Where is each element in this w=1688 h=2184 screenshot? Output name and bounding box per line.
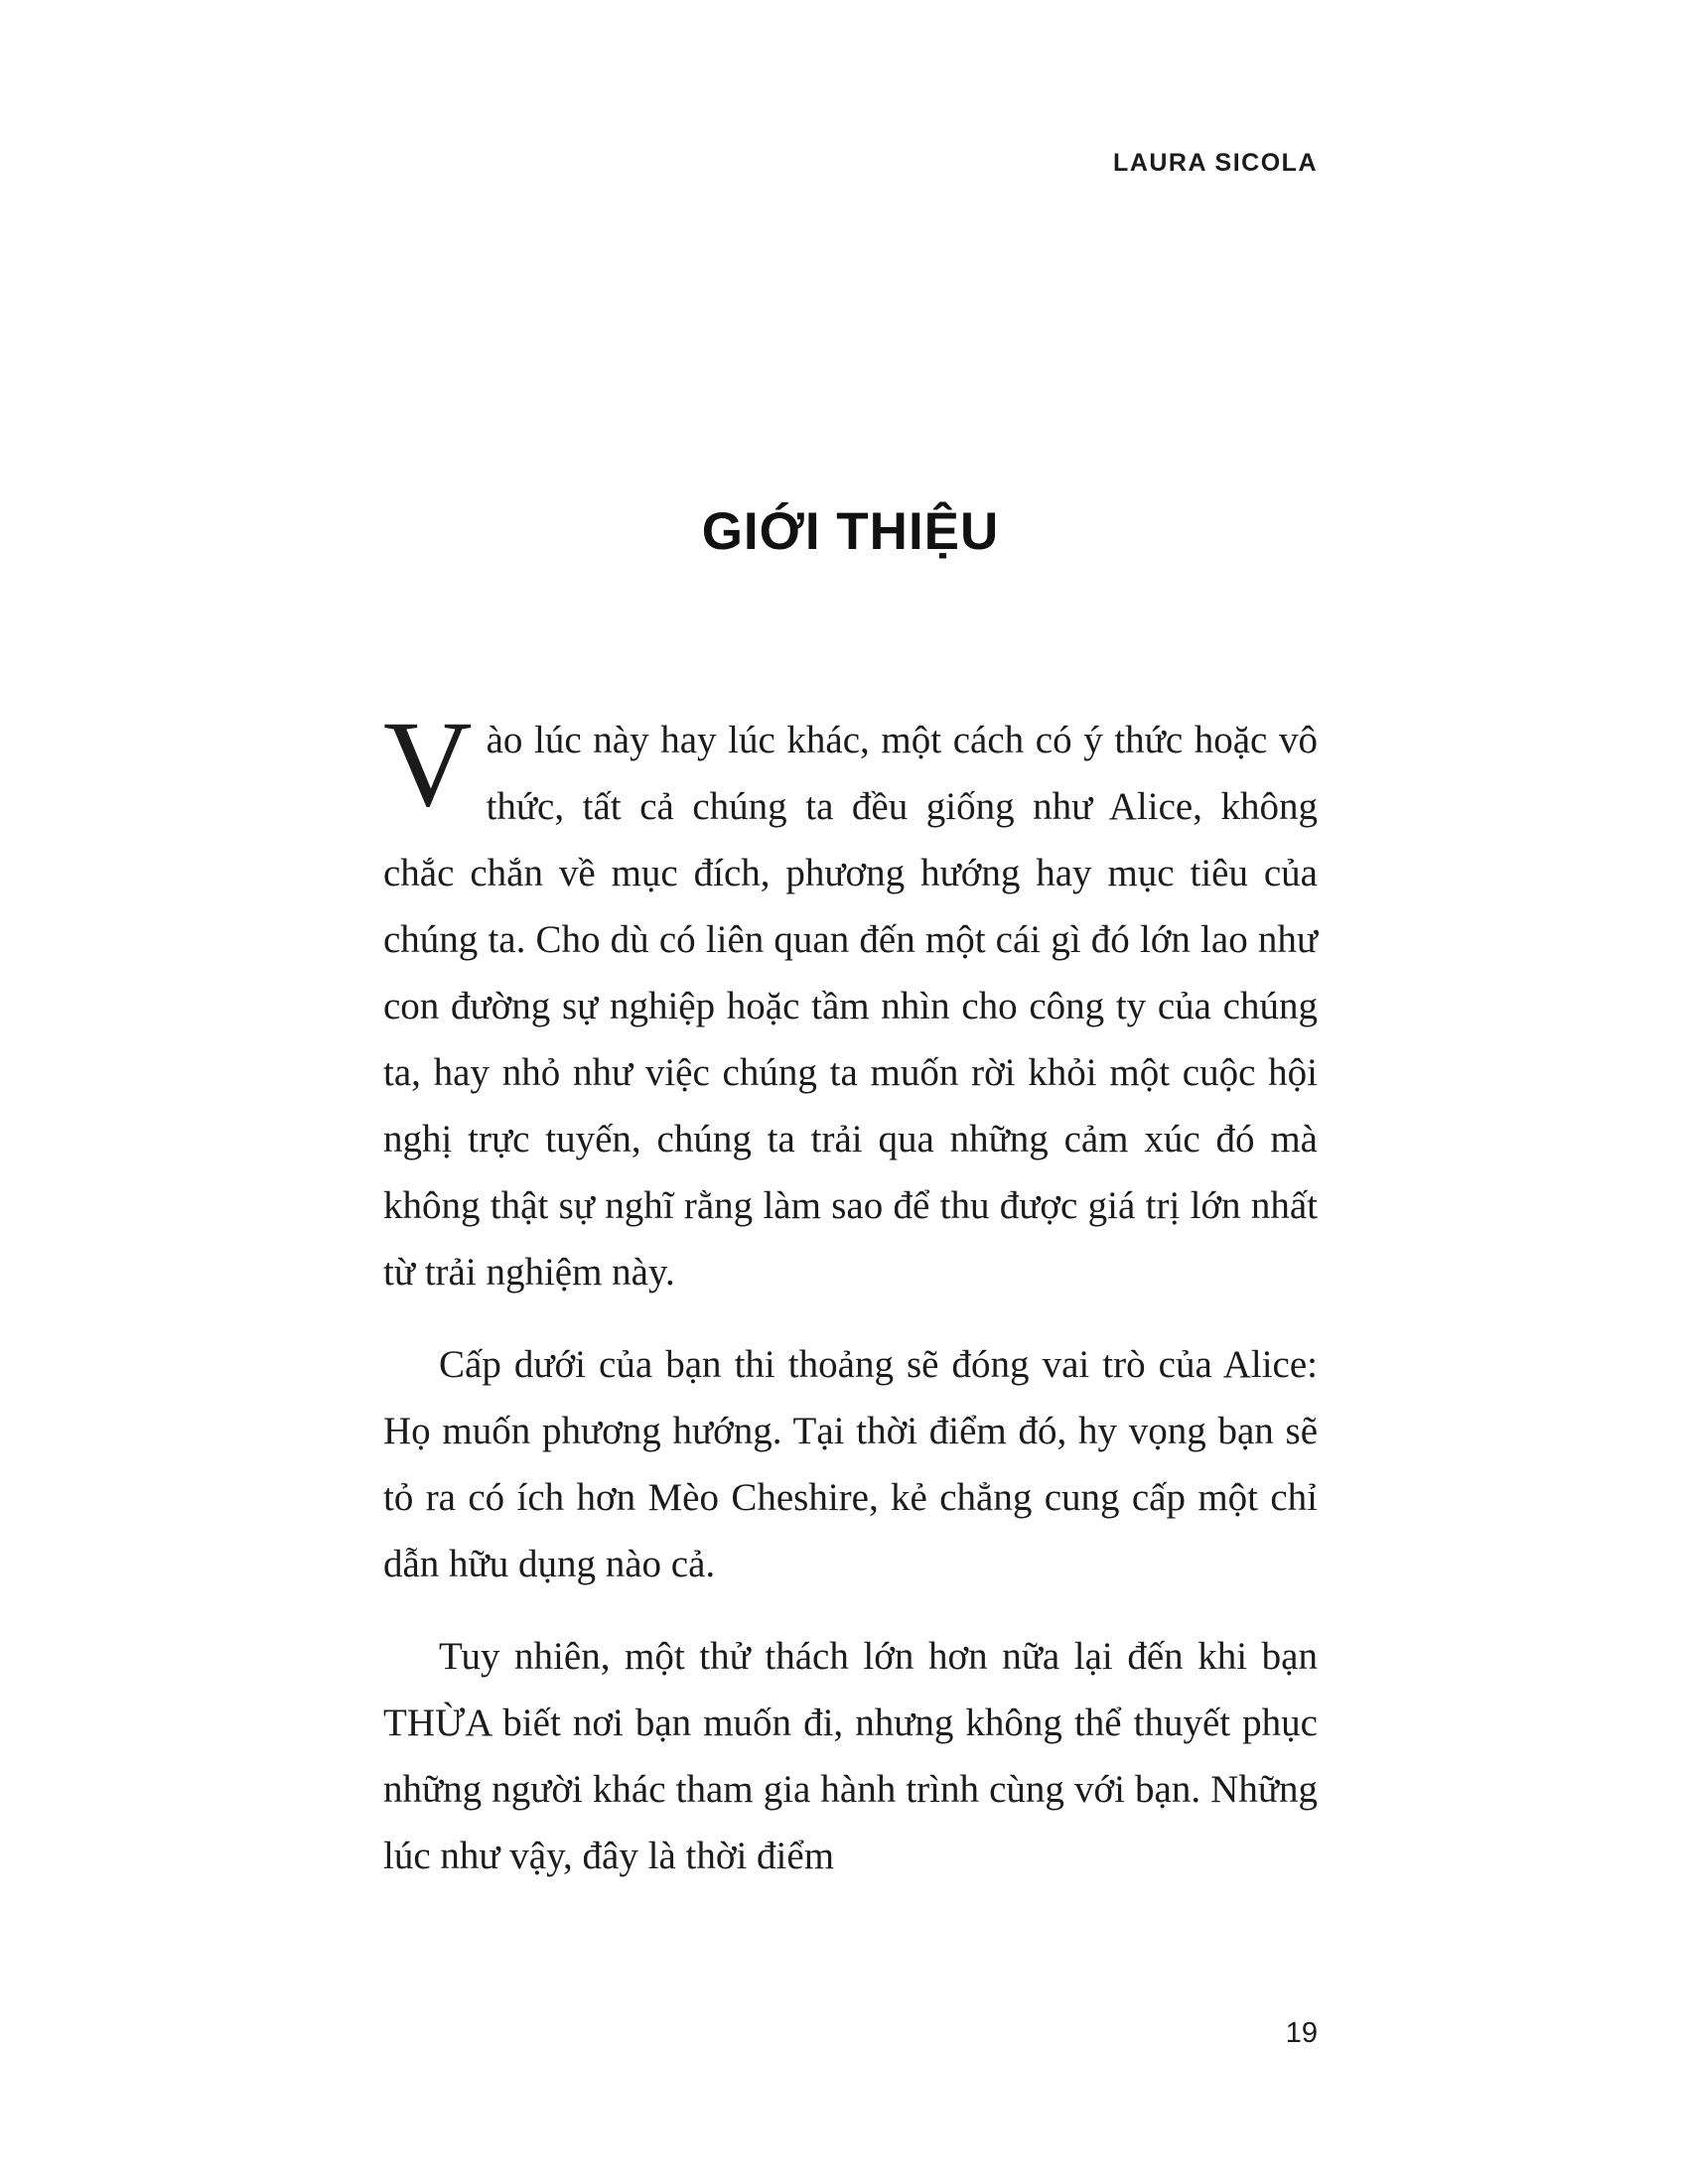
paragraph-1	[383, 696, 1318, 1305]
running-header-author: LAURA SICOLA	[1113, 149, 1318, 177]
paragraph-2: Cấp dưới của bạn thi thoảng sẽ đóng vai trò của Alice: Họ muốn phương hướng. Tại thời điểm đó, hy vọng bạn sẽ tỏ ra có ích hơn Mèo Cheshire, kẻ chẳng cung cấp một chỉ dẫn hữu dụng nào cả.	[383, 1343, 1318, 1585]
paragraph-1-text: ào lúc này hay lúc khác, một cách có ý thức hoặc vô thức, tất cả chúng ta đều giống như Alice, không chắc chắn về mục đích, phương hướng hay mục tiêu của chúng ta. Cho dù có liên quan đến một cái gì đó lớn lao như con đường sự nghiệp hoặc tầm nhìn cho công ty của chúng ta, hay nhỏ như việc chúng ta muốn rời khỏi một cuộc hội nghị trực tuyến, chúng ta trải qua những cảm xúc đó mà không thật sự nghĩ rằng làm sao để thu được giá trị lớn nhất từ trải nghiệm này.	[383, 719, 1318, 1294]
chapter-title: GIỚI THIỆU	[701, 502, 1000, 561]
page-number: 19	[1285, 2017, 1318, 2049]
body-text	[383, 696, 1318, 1915]
paragraph-3: Tuy nhiên, một thử thách lớn hơn nữa lại đến khi bạn THỪA biết nơi bạn muốn đi, nhưng không thể thuyết phục những người khác tham gia hành trình cùng với bạn. Những lúc như vậy, đây là thời điểm	[383, 1635, 1318, 1877]
drop-cap: V	[383, 696, 473, 832]
